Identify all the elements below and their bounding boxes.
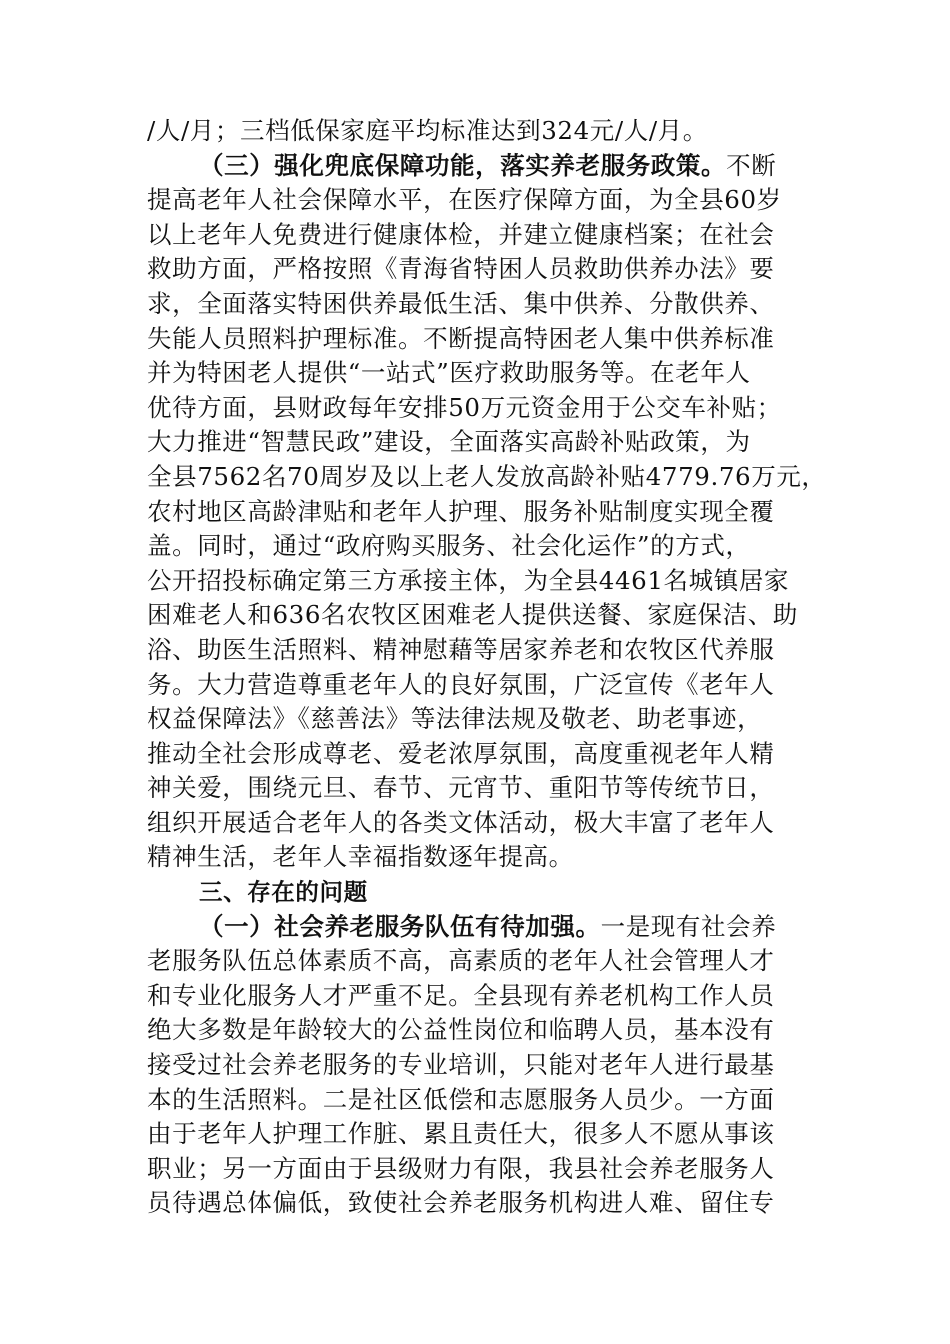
text-line: 务。大力营造尊重老年人的良好氛围，广泛宣传《老年人 [147, 669, 775, 699]
text-line: 精神生活，老年人幸福指数逐年提高。 [147, 842, 574, 872]
subsection-heading-line [147, 910, 827, 945]
text-line: 求，全面落实特困供养最低生活、集中供养、分散供养、 [147, 288, 775, 318]
text-line: 本的生活照料。二是社区低偿和志愿服务人员少。一方面 [147, 1084, 775, 1114]
subsection-heading: （三）强化兜底保障功能，落实养老服务政策。 [199, 150, 727, 180]
text-line: /人/月；三档低保家庭平均标准达到324元/人/月。 [147, 116, 708, 145]
text-line: 提高老年人社会保障水平，在医疗保障方面，为全县60岁 [147, 185, 782, 215]
text-line: 职业；另一方面由于县级财力有限，我县社会养老服务人 [147, 1153, 775, 1183]
section-heading: 三、存在的问题 [199, 878, 368, 907]
text-line: 公开招投标确定第三方承接主体，为全县4461名城镇居家 [147, 565, 790, 595]
text-line: 接受过社会养老服务的专业培训，只能对老年人进行最基 [147, 1050, 775, 1080]
text-line: 浴、助医生活照料、精神慰藉等居家养老和农牧区代养服 [147, 634, 775, 664]
text-line: 以上老年人免费进行健康体检，并建立健康档案；在社会 [147, 219, 775, 249]
text-line: 并为特困老人提供“一站式”医疗救助服务等。在老年人 [147, 358, 751, 388]
text-line: 老服务队伍总体素质不高，高素质的老年人社会管理人才 [147, 946, 775, 976]
text-run: 不断 [726, 150, 777, 180]
text-line: 员待遇总体偏低，致使社会养老服务机构进人难、留住专 [147, 1188, 775, 1218]
text-line: 神关爱，围绕元旦、春节、元宵节、重阳节等传统节日， [147, 773, 775, 803]
text-line: 困难老人和636名农牧区困难老人提供送餐、家庭保洁、助 [147, 600, 798, 630]
text-line: 农村地区高龄津贴和老年人护理、服务补贴制度实现全覆 [147, 496, 775, 526]
text-line: 优待方面，县财政每年安排50万元资金用于公交车补贴； [147, 392, 782, 422]
text-line: 绝大多数是年龄较大的公益性岗位和临聘人员，基本没有 [147, 1015, 775, 1045]
subsection-heading: （一）社会养老服务队伍有待加强。 [199, 911, 601, 941]
text-line: 盖。同时，通过“政府购买服务、社会化运作”的方式， [147, 531, 751, 561]
text-line: 大力推进“智慧民政”建设，全面落实高龄补贴政策，为 [147, 427, 751, 457]
document-body [147, 114, 827, 1221]
text-line: 全县7562名70周岁及以上老人发放高龄补贴4779.76万元， [147, 461, 827, 491]
text-run: 一是现有社会养 [600, 911, 777, 941]
text-line: 推动全社会形成尊老、爱老浓厚氛围，高度重视老年人精 [147, 738, 775, 768]
text-line: 失能人员照料护理标准。不断提高特困老人集中供养标准 [147, 323, 775, 353]
text-line: 救助方面，严格按照《青海省特困人员救助供养办法》要 [147, 254, 775, 284]
text-line: 组织开展适合老年人的各类文体活动，极大丰富了老年人 [147, 807, 775, 837]
subsection-heading-line [147, 149, 827, 184]
text-line: 和专业化服务人才严重不足。全县现有养老机构工作人员 [147, 980, 775, 1010]
text-line: 由于老年人护理工作脏、累且责任大，很多人不愿从事该 [147, 1119, 775, 1149]
text-line: 权益保障法》《慈善法》等法律法规及敬老、助老事迹， [147, 704, 763, 734]
